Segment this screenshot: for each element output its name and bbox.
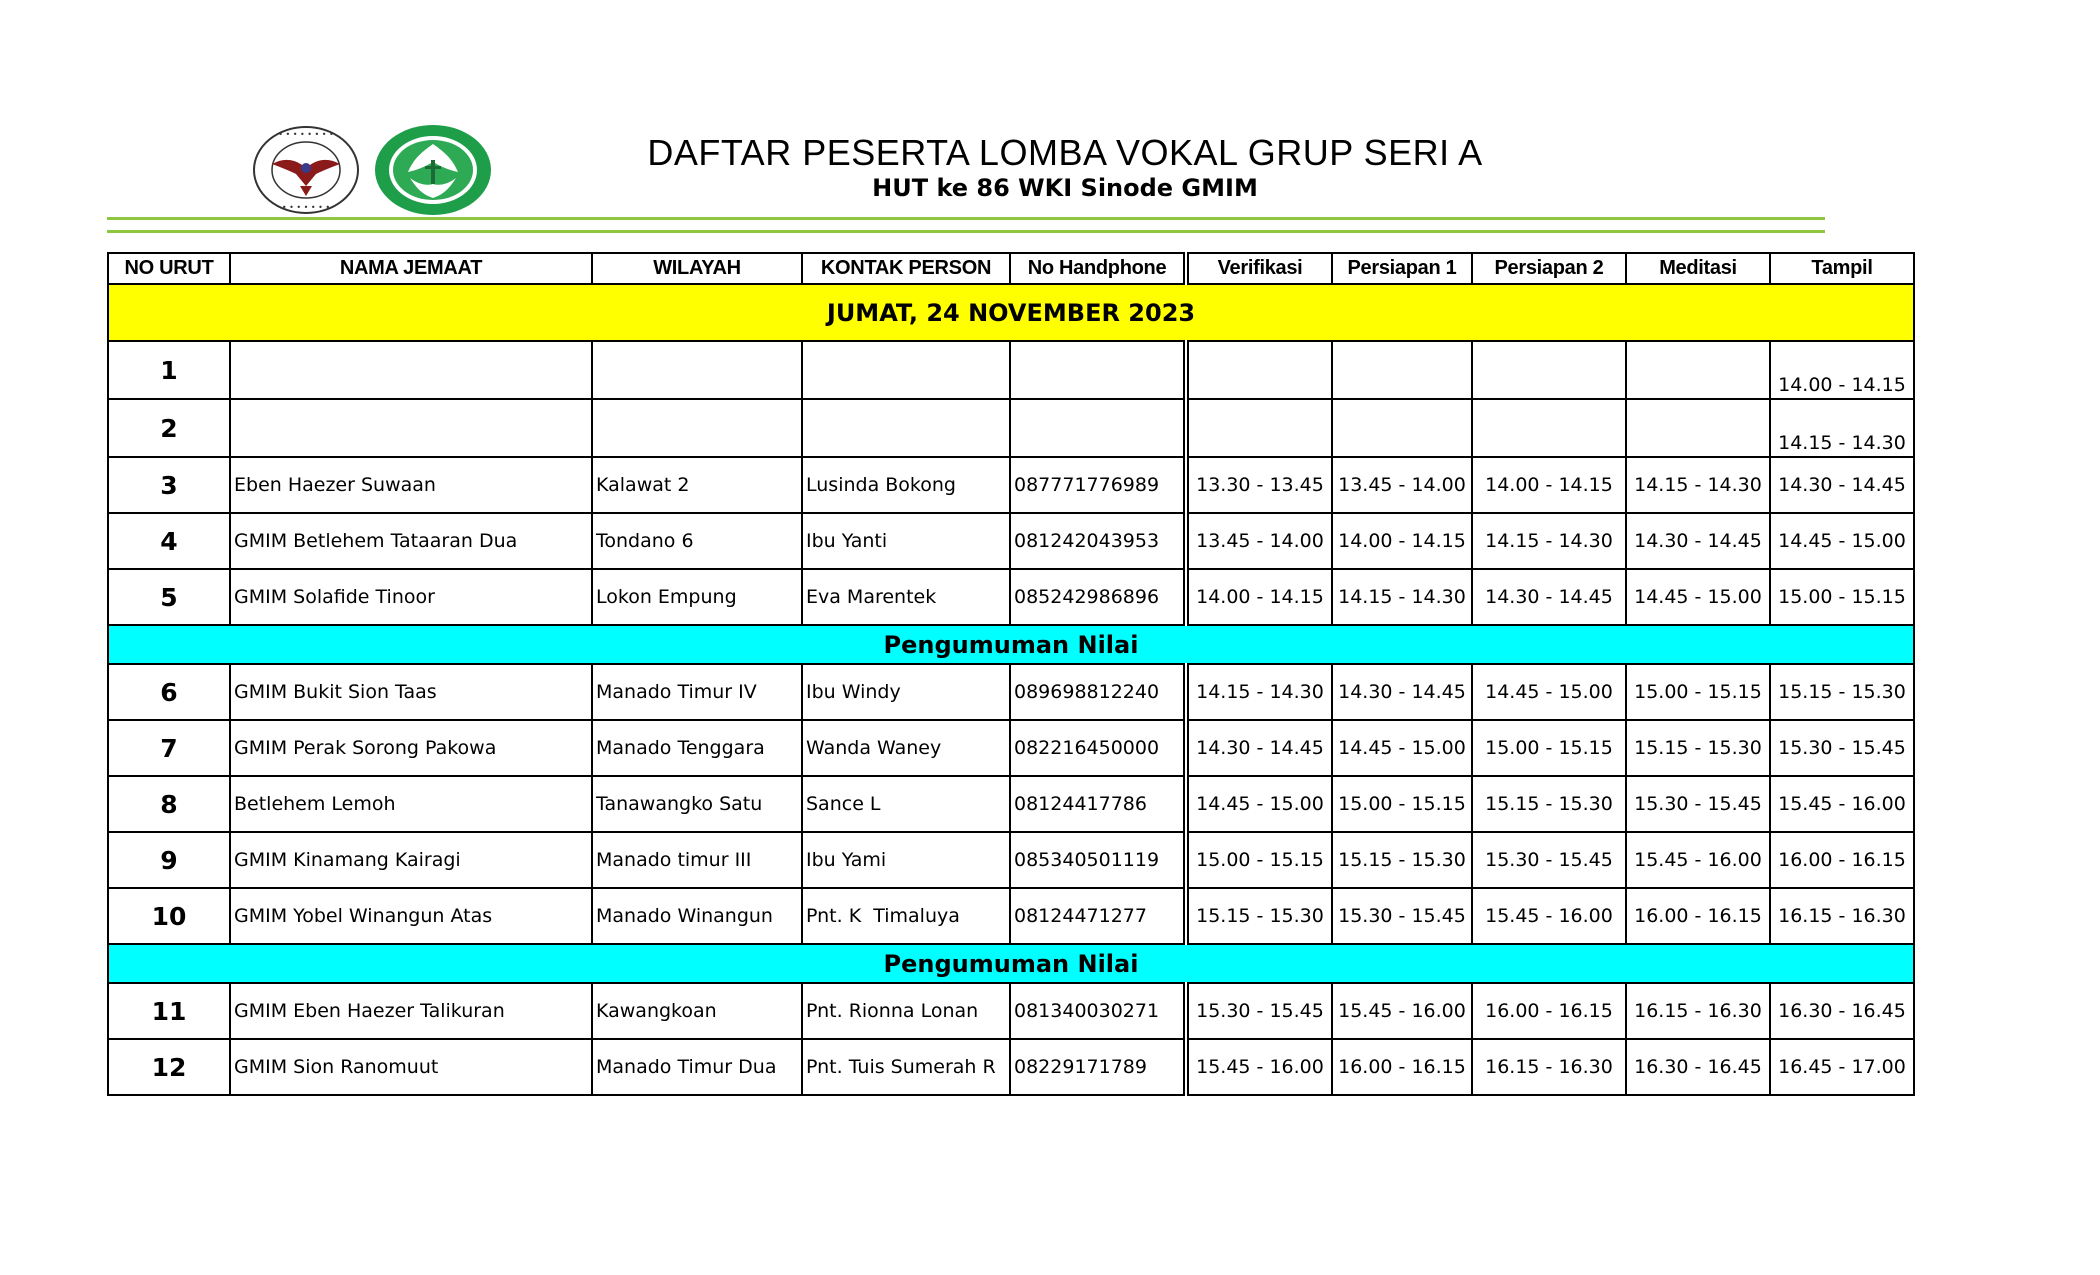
cell-persiapan-2 <box>1472 399 1626 457</box>
cell-no-handphone: 085340501119 <box>1010 832 1186 888</box>
cell-wilayah: Lokon Empung <box>592 569 802 625</box>
column-header-persiapan-1: Persiapan 1 <box>1332 253 1472 284</box>
cell-tampil: 15.00 - 15.15 <box>1770 569 1914 625</box>
cell-meditasi: 15.15 - 15.30 <box>1626 720 1770 776</box>
row-number: 11 <box>108 983 230 1039</box>
cell-nama-jemaat <box>230 399 592 457</box>
cell-persiapan-2: 16.00 - 16.15 <box>1472 983 1626 1039</box>
cell-nama-jemaat: GMIM Bukit Sion Taas <box>230 664 592 720</box>
cell-persiapan-1: 15.45 - 16.00 <box>1332 983 1472 1039</box>
column-header-persiapan-2: Persiapan 2 <box>1472 253 1626 284</box>
date-label: JUMAT, 24 NOVEMBER 2023 <box>108 284 1914 341</box>
header-divider-bottom <box>107 230 1825 233</box>
cell-wilayah: Tondano 6 <box>592 513 802 569</box>
column-header-no-urut: NO URUT <box>108 253 230 284</box>
cell-kontak-person: Eva Marentek <box>802 569 1010 625</box>
cell-kontak-person <box>802 341 1010 399</box>
cell-verifikasi: 15.00 - 15.15 <box>1186 832 1332 888</box>
page-title: DAFTAR PESERTA LOMBA VOKAL GRUP SERI A <box>647 132 1483 173</box>
cell-persiapan-1 <box>1332 341 1472 399</box>
cell-nama-jemaat: GMIM Betlehem Tataaran Dua <box>230 513 592 569</box>
cell-tampil: 15.15 - 15.30 <box>1770 664 1914 720</box>
cell-no-handphone: 087771776989 <box>1010 457 1186 513</box>
cell-tampil: 14.45 - 15.00 <box>1770 513 1914 569</box>
cell-tampil: 16.30 - 16.45 <box>1770 983 1914 1039</box>
cell-nama-jemaat: GMIM Eben Haezer Talikuran <box>230 983 592 1039</box>
cell-persiapan-2: 15.15 - 15.30 <box>1472 776 1626 832</box>
cell-verifikasi: 14.15 - 14.30 <box>1186 664 1332 720</box>
cell-meditasi: 15.45 - 16.00 <box>1626 832 1770 888</box>
table-header-row <box>108 253 1914 284</box>
cell-persiapan-2: 14.00 - 14.15 <box>1472 457 1626 513</box>
cell-wilayah <box>592 341 802 399</box>
cell-meditasi: 15.30 - 15.45 <box>1626 776 1770 832</box>
row-number: 12 <box>108 1039 230 1095</box>
cell-kontak-person: Sance L <box>802 776 1010 832</box>
cell-persiapan-2: 14.45 - 15.00 <box>1472 664 1626 720</box>
cell-verifikasi: 15.45 - 16.00 <box>1186 1039 1332 1095</box>
cell-meditasi: 15.00 - 15.15 <box>1626 664 1770 720</box>
cell-persiapan-2: 14.15 - 14.30 <box>1472 513 1626 569</box>
cell-tampil: 14.30 - 14.45 <box>1770 457 1914 513</box>
cell-verifikasi: 14.45 - 15.00 <box>1186 776 1332 832</box>
cell-meditasi: 16.30 - 16.45 <box>1626 1039 1770 1095</box>
cell-wilayah: Manado Timur IV <box>592 664 802 720</box>
row-number: 4 <box>108 513 230 569</box>
row-number: 10 <box>108 888 230 944</box>
cell-wilayah: Kawangkoan <box>592 983 802 1039</box>
cell-meditasi: 14.15 - 14.30 <box>1626 457 1770 513</box>
cell-verifikasi: 14.30 - 14.45 <box>1186 720 1332 776</box>
column-header-kontak-person: KONTAK PERSON <box>802 253 1010 284</box>
cell-verifikasi <box>1186 399 1332 457</box>
header-divider-top <box>107 217 1825 220</box>
announcement-band-row <box>108 625 1914 664</box>
cell-meditasi <box>1626 399 1770 457</box>
cell-tampil: 16.45 - 17.00 <box>1770 1039 1914 1095</box>
cell-no-handphone: 089698812240 <box>1010 664 1186 720</box>
cell-meditasi: 16.00 - 16.15 <box>1626 888 1770 944</box>
cell-persiapan-1 <box>1332 399 1472 457</box>
cell-persiapan-1: 13.45 - 14.00 <box>1332 457 1472 513</box>
column-header-wilayah: WILAYAH <box>592 253 802 284</box>
cell-no-handphone: 08124471277 <box>1010 888 1186 944</box>
svg-text:• • • • • • •: • • • • • • • <box>281 203 331 212</box>
row-number: 7 <box>108 720 230 776</box>
cell-wilayah: Manado Winangun <box>592 888 802 944</box>
row-number: 6 <box>108 664 230 720</box>
cell-nama-jemaat: Betlehem Lemoh <box>230 776 592 832</box>
table-row <box>108 832 1914 888</box>
wki-gmim-logo <box>370 122 496 218</box>
cell-no-handphone: 08124417786 <box>1010 776 1186 832</box>
row-number: 2 <box>108 399 230 457</box>
cell-wilayah: Tanawangko Satu <box>592 776 802 832</box>
cell-nama-jemaat: GMIM Kinamang Kairagi <box>230 832 592 888</box>
cell-persiapan-2: 16.15 - 16.30 <box>1472 1039 1626 1095</box>
cell-tampil: 15.45 - 16.00 <box>1770 776 1914 832</box>
cell-no-handphone: 081340030271 <box>1010 983 1186 1039</box>
cell-persiapan-1: 16.00 - 16.15 <box>1332 1039 1472 1095</box>
row-number: 1 <box>108 341 230 399</box>
cell-meditasi <box>1626 341 1770 399</box>
table-row <box>108 341 1914 399</box>
cell-persiapan-2: 15.30 - 15.45 <box>1472 832 1626 888</box>
gmim-church-logo <box>250 124 362 216</box>
cell-verifikasi: 13.45 - 14.00 <box>1186 513 1332 569</box>
cell-persiapan-1: 14.15 - 14.30 <box>1332 569 1472 625</box>
table-row <box>108 664 1914 720</box>
svg-text:• • • • • • • •: • • • • • • • • <box>278 130 334 139</box>
cell-nama-jemaat: GMIM Sion Ranomuut <box>230 1039 592 1095</box>
cell-wilayah: Manado Timur Dua <box>592 1039 802 1095</box>
cell-meditasi: 16.15 - 16.30 <box>1626 983 1770 1039</box>
row-number: 5 <box>108 569 230 625</box>
cell-wilayah: Kalawat 2 <box>592 457 802 513</box>
cell-meditasi: 14.30 - 14.45 <box>1626 513 1770 569</box>
cell-kontak-person: Lusinda Bokong <box>802 457 1010 513</box>
cell-persiapan-1: 14.30 - 14.45 <box>1332 664 1472 720</box>
row-number: 8 <box>108 776 230 832</box>
cell-persiapan-1: 15.15 - 15.30 <box>1332 832 1472 888</box>
cell-kontak-person <box>802 399 1010 457</box>
cell-no-handphone: 08229171789 <box>1010 1039 1186 1095</box>
column-header-nama-jemaat: NAMA JEMAAT <box>230 253 592 284</box>
table-row <box>108 720 1914 776</box>
table-row <box>108 776 1914 832</box>
table-row <box>108 1039 1914 1095</box>
column-header-verifikasi: Verifikasi <box>1186 253 1332 284</box>
table-row <box>108 399 1914 457</box>
cell-persiapan-1: 15.30 - 15.45 <box>1332 888 1472 944</box>
cell-tampil: 15.30 - 15.45 <box>1770 720 1914 776</box>
announcement-band-row <box>108 944 1914 983</box>
date-band-row <box>108 284 1914 341</box>
cell-kontak-person: Wanda Waney <box>802 720 1010 776</box>
table-row <box>108 983 1914 1039</box>
announcement-label: Pengumuman Nilai <box>108 625 1914 664</box>
cell-tampil: 14.15 - 14.30 <box>1770 399 1914 457</box>
cell-nama-jemaat: GMIM Perak Sorong Pakowa <box>230 720 592 776</box>
cell-nama-jemaat <box>230 341 592 399</box>
cell-no-handphone: 085242986896 <box>1010 569 1186 625</box>
cell-verifikasi: 14.00 - 14.15 <box>1186 569 1332 625</box>
column-header-no-handphone: No Handphone <box>1010 253 1186 284</box>
cell-no-handphone <box>1010 399 1186 457</box>
cell-tampil: 14.00 - 14.15 <box>1770 341 1914 399</box>
cell-verifikasi: 15.30 - 15.45 <box>1186 983 1332 1039</box>
cell-wilayah: Manado Tenggara <box>592 720 802 776</box>
cell-kontak-person: Ibu Yami <box>802 832 1010 888</box>
cell-no-handphone <box>1010 341 1186 399</box>
cell-nama-jemaat: GMIM Yobel Winangun Atas <box>230 888 592 944</box>
column-header-meditasi: Meditasi <box>1626 253 1770 284</box>
cell-no-handphone: 082216450000 <box>1010 720 1186 776</box>
cell-persiapan-2: 15.00 - 15.15 <box>1472 720 1626 776</box>
cell-persiapan-1: 15.00 - 15.15 <box>1332 776 1472 832</box>
cell-persiapan-2 <box>1472 341 1626 399</box>
cell-verifikasi <box>1186 341 1332 399</box>
cell-persiapan-2: 15.45 - 16.00 <box>1472 888 1626 944</box>
cell-persiapan-2: 14.30 - 14.45 <box>1472 569 1626 625</box>
table-row <box>108 888 1914 944</box>
announcement-label: Pengumuman Nilai <box>108 944 1914 983</box>
row-number: 3 <box>108 457 230 513</box>
cell-meditasi: 14.45 - 15.00 <box>1626 569 1770 625</box>
cell-persiapan-1: 14.00 - 14.15 <box>1332 513 1472 569</box>
page-subtitle: HUT ke 86 WKI Sinode GMIM <box>872 174 1258 202</box>
cell-kontak-person: Pnt. Tuis Sumerah R <box>802 1039 1010 1095</box>
cell-kontak-person: Ibu Windy <box>802 664 1010 720</box>
column-header-tampil: Tampil <box>1770 253 1914 284</box>
cell-kontak-person: Pnt. K Timaluya <box>802 888 1010 944</box>
cell-verifikasi: 13.30 - 13.45 <box>1186 457 1332 513</box>
cell-nama-jemaat: Eben Haezer Suwaan <box>230 457 592 513</box>
cell-nama-jemaat: GMIM Solafide Tinoor <box>230 569 592 625</box>
cell-tampil: 16.15 - 16.30 <box>1770 888 1914 944</box>
cell-tampil: 16.00 - 16.15 <box>1770 832 1914 888</box>
cell-kontak-person: Pnt. Rionna Lonan <box>802 983 1010 1039</box>
cell-kontak-person: Ibu Yanti <box>802 513 1010 569</box>
table-row <box>108 569 1914 625</box>
cell-persiapan-1: 14.45 - 15.00 <box>1332 720 1472 776</box>
table-row <box>108 457 1914 513</box>
cell-wilayah: Manado timur III <box>592 832 802 888</box>
cell-wilayah <box>592 399 802 457</box>
cell-no-handphone: 081242043953 <box>1010 513 1186 569</box>
row-number: 9 <box>108 832 230 888</box>
participant-schedule-table <box>107 252 1915 1096</box>
table-row <box>108 513 1914 569</box>
cell-verifikasi: 15.15 - 15.30 <box>1186 888 1332 944</box>
